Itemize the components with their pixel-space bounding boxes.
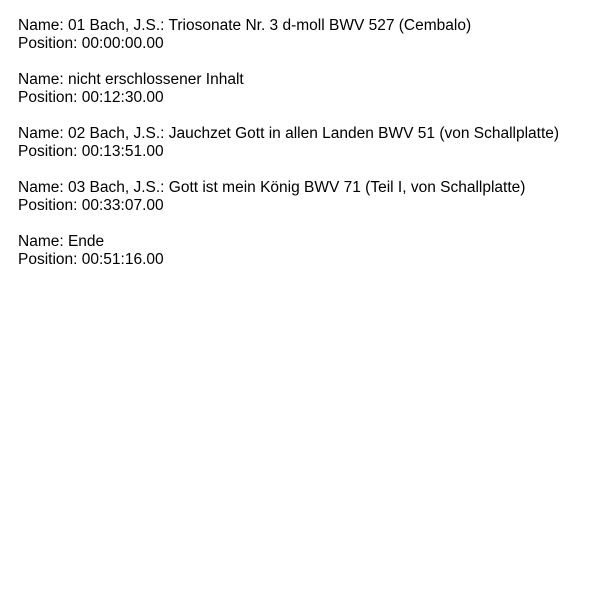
chapter-position: Position: 00:12:30.00	[18, 89, 164, 106]
chapter-name: Name: 02 Bach, J.S.: Jauchzet Gott in allen Landen BWV 51 (von Schallplatte)	[18, 125, 560, 142]
chapter-position: Position: 00:51:16.00	[18, 251, 164, 268]
chapter-entry	[18, 125, 603, 161]
chapter-list	[18, 17, 603, 287]
chapter-entry	[18, 71, 603, 107]
chapter-position: Position: 00:33:07.00	[18, 197, 164, 214]
chapter-name: Name: 01 Bach, J.S.: Triosonate Nr. 3 d-moll BWV 527 (Cembalo)	[18, 17, 472, 34]
chapter-position: Position: 00:13:51.00	[18, 143, 164, 160]
chapter-name: Name: 03 Bach, J.S.: Gott ist mein König BWV 71 (Teil I, von Schallplatte)	[18, 179, 526, 196]
chapter-name: Name: nicht erschlossener Inhalt	[18, 71, 244, 88]
chapter-entry	[18, 179, 603, 215]
chapter-entry	[18, 233, 603, 269]
chapter-name: Name: Ende	[18, 233, 105, 250]
chapter-entry	[18, 17, 603, 53]
chapter-position: Position: 00:00:00.00	[18, 35, 164, 52]
